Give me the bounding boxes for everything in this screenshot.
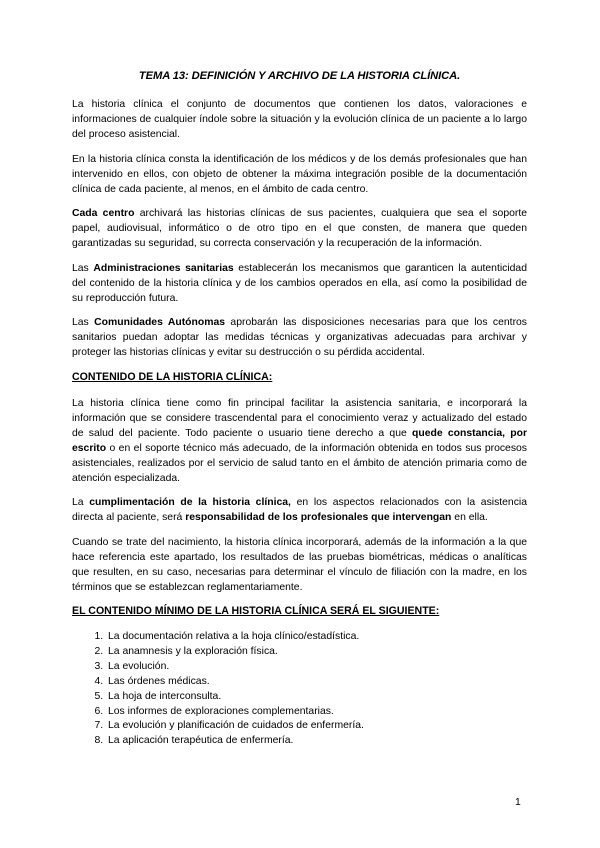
list-item: 1. La documentación relativa a la hoja clínico/estadística. bbox=[106, 630, 527, 645]
list-item: 3. La evolución. bbox=[106, 660, 527, 675]
list-item: 4. Las órdenes médicas. bbox=[106, 675, 527, 690]
paragraph-definition: La historia clínica el conjunto de documentos que contienen los datos, valoraciones e informaciones de cualquier índole sobre la situación y la evolución clínica de un paciente a lo largo del proceso asistencial. bbox=[72, 99, 527, 140]
paragraph-cada-centro: Cada centro archivará las historias clínicas de sus pacientes, cualquiera que sea el soporte papel, audiovisual, informático o de otro tipo en el que consten, de manera que queden garantizadas su seguridad, su correcta conservación y la recuperación de la información. bbox=[72, 208, 527, 249]
document-page bbox=[72, 70, 527, 749]
page-number: 1 bbox=[515, 797, 521, 808]
bold-term: responsabilidad de los profesionales que intervengan bbox=[185, 512, 452, 523]
bold-term: cumplimentación de la historia clínica, bbox=[89, 497, 291, 508]
bold-term: Administraciones sanitarias bbox=[93, 262, 234, 274]
bold-term: Cada centro bbox=[72, 208, 135, 219]
paragraph-nacimiento: Cuando se trate del nacimiento, la historia clínica incorporará, además de la información a la que hace referencia este apartado, los resultados de las pruebas biométricas, médicas o analíticas que resulten, en su caso, necesarias para determinar el vínculo de filiación con la madre, en los términos que se establezcan reglamentariamente. bbox=[72, 536, 527, 593]
page-title: TEMA 13: DEFINICIÓN Y ARCHIVO DE LA HISTORIA CLÍNICA. bbox=[138, 70, 461, 82]
paragraph-administraciones: Las Administraciones sanitarias establecerán los mecanismos que garanticen la autenticidad del contenido de la historia clínica y de los cambios operados en ella, así como la posibilidad de su reproducción futura. bbox=[72, 262, 527, 304]
section-heading-contenido: CONTENIDO DE LA HISTORIA CLÍNICA: bbox=[72, 370, 273, 383]
paragraph-fin-principal: La historia clínica tiene como fin principal facilitar la asistencia sanitaria, e incorporará la información que se considere trascendental para el conocimiento veraz y actualizado del estado de salud del paciente. Todo paciente o usuario tiene derecho a que quede constancia, por escrito o en el soporte técnico más adecuado, de la información obtenida en todos sus procesos asistenciales, realizados por el servicio de salud tanto en el ámbito de atención primaria como de atención especializada. bbox=[72, 397, 528, 484]
paragraph-comunidades: Las Comunidades Autónomas aprobarán las disposiciones necesarias para que los centros sanitarios puedan adoptar las medidas técnicas y organizativas adecuadas para archivar y proteger las historias clínicas y evitar su destrucción o su pérdida accidental. bbox=[72, 317, 527, 358]
list-item: 5. La hoja de interconsulta. bbox=[106, 690, 527, 705]
list-item: 7. La evolución y planificación de cuidados de enfermería. bbox=[106, 719, 527, 734]
bold-term: Comunidades Autónomas bbox=[94, 317, 226, 328]
list-item: 6. Los informes de exploraciones complementarias. bbox=[106, 705, 527, 720]
list-item: 8. La aplicación terapéutica de enfermería. bbox=[106, 734, 527, 749]
section-heading-contenido-minimo: EL CONTENIDO MÍNIMO DE LA HISTORIA CLÍNICA SERÁ EL SIGUIENTE: bbox=[72, 605, 440, 617]
list-item: 2. La anamnesis y la exploración física. bbox=[106, 645, 527, 660]
paragraph-identification: En la historia clínica consta la identificación de los médicos y de los demás profesionales que han intervenido en ellos, con objeto de obtener la máxima integración posible de la documentación clínica de cada paciente, al menos, en el ámbito de cada centro. bbox=[72, 153, 527, 195]
minimum-content-list bbox=[72, 630, 527, 749]
bold-term: quede constancia, por escrito bbox=[72, 427, 528, 454]
paragraph-cumplimentacion: La cumplimentación de la historia clínica, en los aspectos relacionados con la asistencia directa al paciente, será responsabilidad de los profesionales que intervengan en ella. bbox=[72, 497, 527, 523]
